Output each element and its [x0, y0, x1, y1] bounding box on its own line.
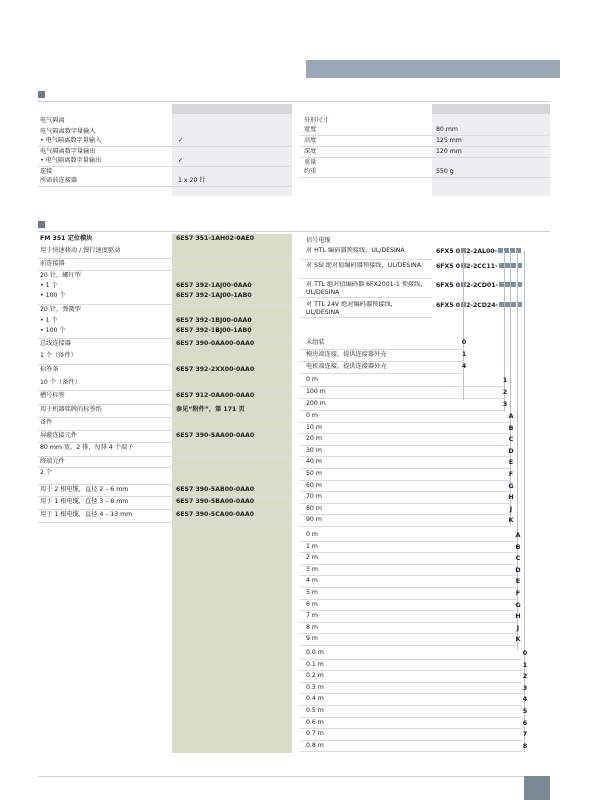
- signal-cable-title: 信号电缆: [306, 237, 331, 244]
- tech-row-value: 80 mm: [436, 126, 458, 133]
- order-code-tail: 2-2AL00-: [466, 248, 498, 255]
- order-code-prefix: 6FX5 0: [436, 282, 461, 289]
- order-row-code: 6ES7 390-0AA00-0AA0: [176, 340, 255, 347]
- length-tenths-code: 8: [522, 741, 528, 750]
- length-tenths-label: 0.1 m: [306, 660, 324, 668]
- length-tens-code: E: [508, 458, 514, 467]
- length-tens-label: 70 m: [306, 493, 322, 501]
- length-ones-label: 1 m: [306, 542, 318, 550]
- length-tenths-code: 5: [522, 707, 528, 715]
- length-tens-row: [300, 504, 510, 516]
- cable-type-row: [300, 350, 464, 362]
- signal-row: [300, 247, 432, 260]
- length-ones-row: [300, 600, 516, 612]
- length-tenths-label: 0.5 m: [306, 707, 324, 714]
- length-tens-row: [300, 492, 510, 504]
- length-ones-row: [300, 634, 516, 646]
- signal-row-label: 对 TTL 绝对值编码器 6FX2001-1 预接线，UL/DESINA: [306, 281, 427, 296]
- length-ones-label: 8 m: [306, 623, 318, 631]
- order-row-code: 6ES7 392-1BJ00-1AB0: [176, 327, 252, 334]
- placeholder-square-icon: [511, 263, 516, 268]
- length-ones-code: J: [516, 623, 520, 632]
- length-ones-row: [300, 530, 516, 542]
- length-hundreds-row: [300, 375, 504, 387]
- order-row-label: 80 mm 宽，2 排，每排 4 个端子: [40, 444, 134, 451]
- placeholder-square-icon: [498, 248, 503, 253]
- order-row-label: • 100 个: [40, 327, 66, 334]
- page-number: [524, 776, 550, 800]
- length-tenths-code: 4: [522, 695, 528, 704]
- order-row: [38, 271, 292, 281]
- length-tens-code: F: [508, 470, 514, 478]
- signal-order-code: [436, 262, 522, 271]
- order-row-code: 6ES7 390-5BA00-0AA0: [176, 498, 255, 505]
- length-hundreds-code: 2: [502, 388, 508, 396]
- length-tens-label: 0 m: [306, 412, 318, 419]
- order-row-label: 终端元件: [40, 458, 65, 465]
- length-ones-code: E: [515, 577, 521, 586]
- length-tenths-row: [300, 683, 522, 695]
- order-code-tail: 2-2CD01-: [466, 282, 499, 289]
- length-ones-row: [300, 623, 516, 635]
- order-row: [38, 234, 292, 246]
- tech-right-order-header: [432, 104, 550, 114]
- placeholder-square-icon: [505, 263, 510, 268]
- square-bullet-icon: [38, 221, 45, 228]
- order-row-label: FM 351 定位模块: [40, 235, 93, 242]
- length-tens-label: 80 m: [306, 504, 322, 512]
- order-row: [38, 365, 292, 378]
- tech-row-value: ✓: [178, 137, 184, 144]
- order-code-prefix: 6FX5 0: [436, 263, 461, 270]
- length-tens-label: 90 m: [306, 516, 322, 524]
- length-tens-label: 60 m: [306, 481, 322, 489]
- length-ones-label: 0 m: [306, 531, 318, 538]
- cable-type-code: 1: [461, 350, 467, 358]
- order-row-label: 总线连接器: [40, 340, 71, 347]
- order-row-label: 用于快速移动 / 慢行速度驱动: [40, 247, 121, 254]
- order-row: [38, 378, 292, 391]
- order-section-heading: [38, 219, 49, 231]
- tech-row-label: 电气隔离数字量输出: [40, 148, 96, 155]
- length-tens-row: [300, 434, 510, 446]
- order-row: [38, 405, 292, 418]
- length-ones-row: [300, 576, 516, 588]
- length-ones-code: C: [515, 554, 521, 563]
- order-row: [38, 259, 292, 271]
- order-row-label: 10 个（备件）: [40, 379, 81, 386]
- order-row-label: 20 针，螺钉型: [40, 272, 81, 279]
- length-ones-code: H: [515, 612, 521, 621]
- length-tenths-label: 0.0 m: [306, 649, 324, 656]
- length-tens-code: J: [509, 504, 513, 513]
- placeholder-square-icon: [511, 302, 516, 307]
- tech-row: [300, 136, 550, 147]
- length-tenths-code: 1: [522, 660, 528, 669]
- cable-type-label: 电机端连接，提供连接器外壳: [306, 363, 387, 370]
- order-row: [38, 316, 292, 326]
- length-ones-row: [300, 553, 516, 565]
- order-row-code: 6ES7 390-5CA00-0AA0: [176, 511, 254, 518]
- order-row-label: 20 针，弹簧型: [40, 306, 81, 313]
- signal-row-label: 对 SSI 绝对值编码器预接线，UL/DESINA: [306, 262, 422, 269]
- tech-row-value: 550 g: [436, 168, 454, 175]
- tech-row: [300, 147, 550, 158]
- signal-row-label: 对 HTL 编码器预接线，UL/DESINA: [306, 247, 405, 254]
- order-row-label: 屏蔽连接元件: [40, 432, 78, 439]
- placeholder-square-icon: [499, 263, 504, 268]
- order-row: [38, 431, 292, 443]
- tech-row: [300, 125, 550, 136]
- order-row: [38, 457, 292, 468]
- order-row: [38, 326, 292, 339]
- signal-row: [300, 262, 432, 279]
- order-row: [38, 246, 292, 259]
- signal-row-label: 对 TTL 24V 绝对编码器预接线，UL/DESINA: [306, 301, 397, 316]
- cable-type-row: [300, 362, 464, 374]
- order-row: [38, 443, 292, 457]
- length-ones-label: 7 m: [306, 612, 318, 620]
- tech-row: [300, 158, 550, 167]
- order-row: [38, 485, 292, 497]
- length-tenths-code: 7: [522, 730, 528, 739]
- length-tens-label: 50 m: [306, 470, 322, 477]
- cable-type-row: [300, 338, 464, 350]
- order-row: [38, 291, 292, 305]
- order-row-label: 备件: [40, 419, 53, 426]
- length-tens-code: H: [508, 493, 514, 502]
- tech-row: [38, 116, 292, 127]
- order-row-code: 6ES7 912-0AA00-0AA0: [176, 392, 255, 399]
- length-tens-code: D: [508, 446, 514, 455]
- length-tens-code: B: [508, 423, 514, 432]
- length-tenths-row: [300, 706, 522, 718]
- tech-row: [300, 116, 550, 125]
- cable-type-label: 未组装: [306, 339, 325, 346]
- order-row-code: 参见“附件”，第 171 页: [176, 406, 245, 413]
- length-ones-label: 6 m: [306, 600, 318, 608]
- length-tens-code: C: [508, 435, 514, 444]
- length-tenths-code: 3: [522, 683, 528, 692]
- tech-left-order-header: [172, 104, 292, 114]
- length-tenths-row: [300, 729, 522, 741]
- length-hundreds-label: 100 m: [306, 388, 326, 395]
- order-code-prefix: 6FX5 0: [436, 248, 461, 255]
- tech-row: [38, 176, 292, 187]
- length-tens-row: [300, 481, 510, 493]
- order-code-tail: 2-2CD24-: [466, 302, 499, 309]
- length-hundreds-row: [300, 387, 504, 399]
- order-row: [38, 351, 292, 365]
- tech-divider: [38, 101, 550, 102]
- subtitle-bar: [306, 60, 560, 78]
- tech-row-label: 宽度: [304, 126, 317, 133]
- length-tenths-label: 0.2 m: [306, 672, 324, 680]
- order-row-code: 6ES7 351-1AH02-0AE0: [176, 235, 255, 242]
- order-row-label: 前连接器: [40, 260, 65, 267]
- length-tens-row: [300, 446, 510, 458]
- length-tenths-code: 0: [522, 649, 528, 657]
- length-hundreds-row: [300, 399, 504, 411]
- tech-row-value: 1 x 20 针: [178, 177, 206, 184]
- length-ones-code: D: [515, 565, 521, 574]
- cable-type-code: 4: [461, 362, 467, 370]
- tech-row-label: • 电气隔离数字量输入: [40, 137, 102, 144]
- order-row: [38, 281, 292, 291]
- length-ones-row: [300, 611, 516, 623]
- order-row: [38, 497, 292, 510]
- length-ones-label: 9 m: [306, 635, 318, 643]
- tech-row-label: 电气隔离数字量输入: [40, 128, 96, 135]
- length-tens-row: [300, 423, 510, 435]
- length-ones-label: 4 m: [306, 577, 318, 585]
- length-tenths-label: 0.6 m: [306, 718, 324, 726]
- tech-row-label: • 电气隔离数字量输出: [40, 157, 102, 164]
- order-row-code: 6ES7 390-5AB00-0AA0: [176, 486, 255, 493]
- tech-section-heading: [38, 89, 49, 101]
- length-ones-label: 2 m: [306, 554, 318, 562]
- cable-type-label: 模块端连接，提供连接器外壳: [306, 351, 387, 358]
- order-row-label: 1 个（备件）: [40, 352, 77, 359]
- tech-row: [38, 127, 292, 136]
- placeholder-square-icon: [511, 282, 516, 287]
- length-tenths-row: [300, 671, 522, 683]
- order-row-label: • 100 个: [40, 292, 66, 299]
- length-tenths-label: 0.8 m: [306, 741, 324, 749]
- length-tenths-label: 0.3 m: [306, 683, 324, 691]
- length-tenths-row: [300, 694, 522, 706]
- tech-row: [38, 156, 292, 167]
- order-row-code: 6ES7 392-1BJ00-0AA0: [176, 317, 252, 324]
- order-row-label: 用于 1 根电缆，直径 3 – 8 mm: [40, 498, 129, 505]
- order-row-code: 6ES7 390-5AA00-0AA0: [176, 432, 255, 439]
- length-ones-label: 3 m: [306, 565, 318, 573]
- tech-row: [38, 147, 292, 156]
- order-row: [38, 305, 292, 316]
- tech-row: [38, 167, 292, 176]
- footer-rule: [38, 776, 524, 777]
- length-tenths-label: 0.7 m: [306, 730, 324, 738]
- length-tenths-row: [300, 718, 522, 730]
- tech-row-label: 深度: [304, 148, 317, 155]
- tech-row: [38, 136, 292, 147]
- length-tens-label: 30 m: [306, 446, 322, 454]
- tech-row-label: 所需前连接器: [40, 177, 78, 184]
- tech-row-label: 连接: [40, 168, 53, 175]
- length-ones-code: K: [515, 635, 521, 644]
- length-tenths-code: 2: [522, 672, 528, 681]
- order-row: [38, 391, 292, 405]
- length-hundreds-label: 200 m: [306, 400, 326, 407]
- order-row-label: 标签条: [40, 366, 59, 373]
- length-ones-code: F: [515, 589, 521, 597]
- length-tenths-label: 0.4 m: [306, 695, 324, 703]
- order-row-code: 6ES7 392-2XX00-0AA0: [176, 366, 255, 373]
- tech-row-label: 外形尺寸: [304, 117, 329, 124]
- order-code-tail: 2-2CC11-: [466, 263, 498, 270]
- tech-row-label: 约重: [304, 168, 317, 175]
- tech-row-value: 125 mm: [436, 137, 462, 144]
- order-divider: [38, 231, 550, 232]
- length-tens-code: G: [508, 481, 514, 490]
- length-tens-row: [300, 457, 510, 469]
- order-row: [38, 339, 292, 351]
- tech-row-label: 重量: [304, 159, 317, 166]
- tech-row-label: 电气隔离: [40, 117, 65, 124]
- order-row-label: 用于机器铭牌的标签纸: [40, 406, 102, 413]
- length-tenths-code: 6: [522, 718, 528, 727]
- order-row: [38, 468, 292, 485]
- length-hundreds-code: 3: [502, 400, 508, 408]
- order-row: [38, 418, 292, 431]
- length-ones-row: [300, 542, 516, 554]
- square-bullet-icon: [38, 91, 45, 98]
- length-ones-row: [300, 588, 516, 600]
- order-row-label: 用于 2 根电缆，直径 2 – 6 mm: [40, 486, 129, 493]
- order-row-label: • 1 个: [40, 282, 58, 289]
- signal-row: [300, 281, 432, 298]
- length-tens-label: 40 m: [306, 458, 322, 466]
- length-tenths-row: [300, 648, 522, 660]
- order-row: [38, 510, 292, 523]
- length-tens-label: 20 m: [306, 435, 322, 443]
- order-row-code: 6ES7 392-1AJ00-1AB0: [176, 292, 252, 299]
- order-row-code: 6ES7 392-1AJ00-0AA0: [176, 282, 252, 289]
- length-tens-code: K: [508, 516, 514, 525]
- length-ones-row: [300, 565, 516, 577]
- tech-row-label: 高度: [304, 137, 317, 144]
- length-tens-row: [300, 411, 510, 423]
- length-hundreds-label: 0 m: [306, 376, 318, 383]
- signal-row: [300, 301, 432, 318]
- order-row-label: 2 个: [40, 469, 53, 476]
- length-hundreds-code: 1: [502, 376, 508, 384]
- tech-row: [300, 167, 550, 178]
- length-tens-label: 10 m: [306, 423, 322, 431]
- length-tens-row: [300, 515, 510, 527]
- tech-row-value: ✓: [178, 157, 184, 164]
- tech-row-value: 120 mm: [436, 148, 462, 155]
- order-row-label: • 1 个: [40, 317, 58, 324]
- cable-type-code: 0: [461, 338, 467, 346]
- length-ones-code: B: [515, 542, 521, 551]
- signal-order-code: [436, 247, 521, 256]
- order-row-label: 槽号标签: [40, 392, 65, 399]
- length-tenths-row: [300, 741, 522, 753]
- length-tenths-row: [300, 660, 522, 672]
- length-tens-row: [300, 469, 510, 481]
- length-ones-label: 5 m: [306, 589, 318, 596]
- order-code-prefix: 6FX5 0: [436, 302, 461, 309]
- length-ones-code: A: [515, 531, 521, 539]
- order-row-label: 用于 1 根电缆，直径 4 – 13 mm: [40, 511, 133, 518]
- length-tens-code: A: [508, 412, 514, 420]
- length-ones-code: G: [515, 600, 521, 609]
